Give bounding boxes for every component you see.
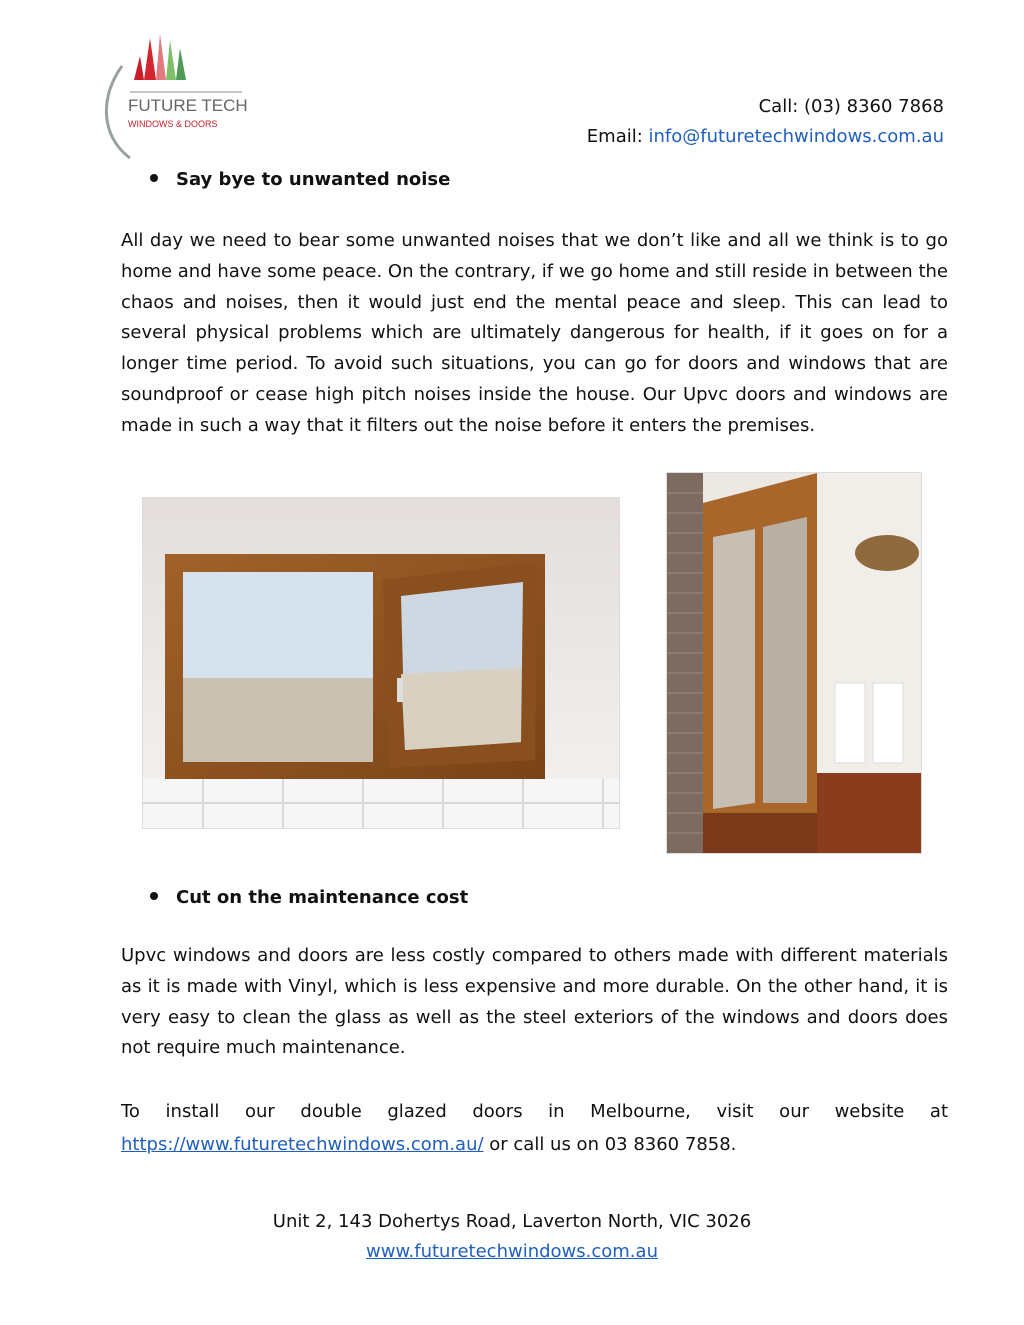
company-logo <box>100 26 250 164</box>
paragraph-maintenance: Upvc windows and doors are less costly compared to others made with different materials as it is made with Vinyl, which is less expensive and more durable. On the other hand, it is very easy to clean the glass as well as the steel exteriors of the windows and doors does not require much maintenance. <box>121 945 948 1059</box>
bullet-icon <box>150 892 158 900</box>
footer <box>0 1207 1024 1267</box>
logo-text: FUTURE TECH <box>128 96 248 115</box>
heading-text: Say bye to unwanted noise <box>176 169 451 190</box>
paragraph-noise: All day we need to bear some unwanted noises that we don’t like and all we think is to go home and have some peace. On the contrary, if we go home and still reside in between the chaos and noises, then it would just end the mental peace and sleep. This can lead to several physical problems which are ultimately dangerous for health, if it goes on for a longer time period. To avoid such situations, you can go for doors and windows that are soundproof or cease high pitch noises inside the house. Our Upvc doors and windows are made in such a way that it filters out the noise before it enters the premises. <box>121 230 948 436</box>
footer-website-link[interactable]: www.futuretechwindows.com.au <box>366 1241 658 1262</box>
logo-subtext: WINDOWS & DOORS <box>128 119 218 129</box>
cta-line-2 <box>121 1130 948 1161</box>
footer-address: Unit 2, 143 Dohertys Road, Laverton North, VIC 3026 <box>272 1211 752 1232</box>
section-heading-noise <box>150 169 450 190</box>
website-link[interactable]: https://www.futuretechwindows.com.au/ <box>121 1134 484 1155</box>
phone-text: Call: (03) 8360 7868 <box>758 96 944 117</box>
email-link[interactable]: info@futuretechwindows.com.au <box>648 126 944 147</box>
cta-line-1: To install our double glazed doors in Melbourne, visit our website at <box>121 1101 948 1122</box>
section-heading-maintenance <box>150 887 468 908</box>
heading-text: Cut on the maintenance cost <box>176 887 469 908</box>
bifold-door-photo <box>666 472 922 854</box>
contact-block <box>587 92 944 152</box>
cta-phone-text: or call us on 03 8360 7858. <box>483 1134 737 1155</box>
email-label: Email: <box>586 126 649 147</box>
email-line <box>587 122 944 152</box>
bullet-icon <box>150 174 158 182</box>
tilt-window-photo <box>142 497 620 829</box>
